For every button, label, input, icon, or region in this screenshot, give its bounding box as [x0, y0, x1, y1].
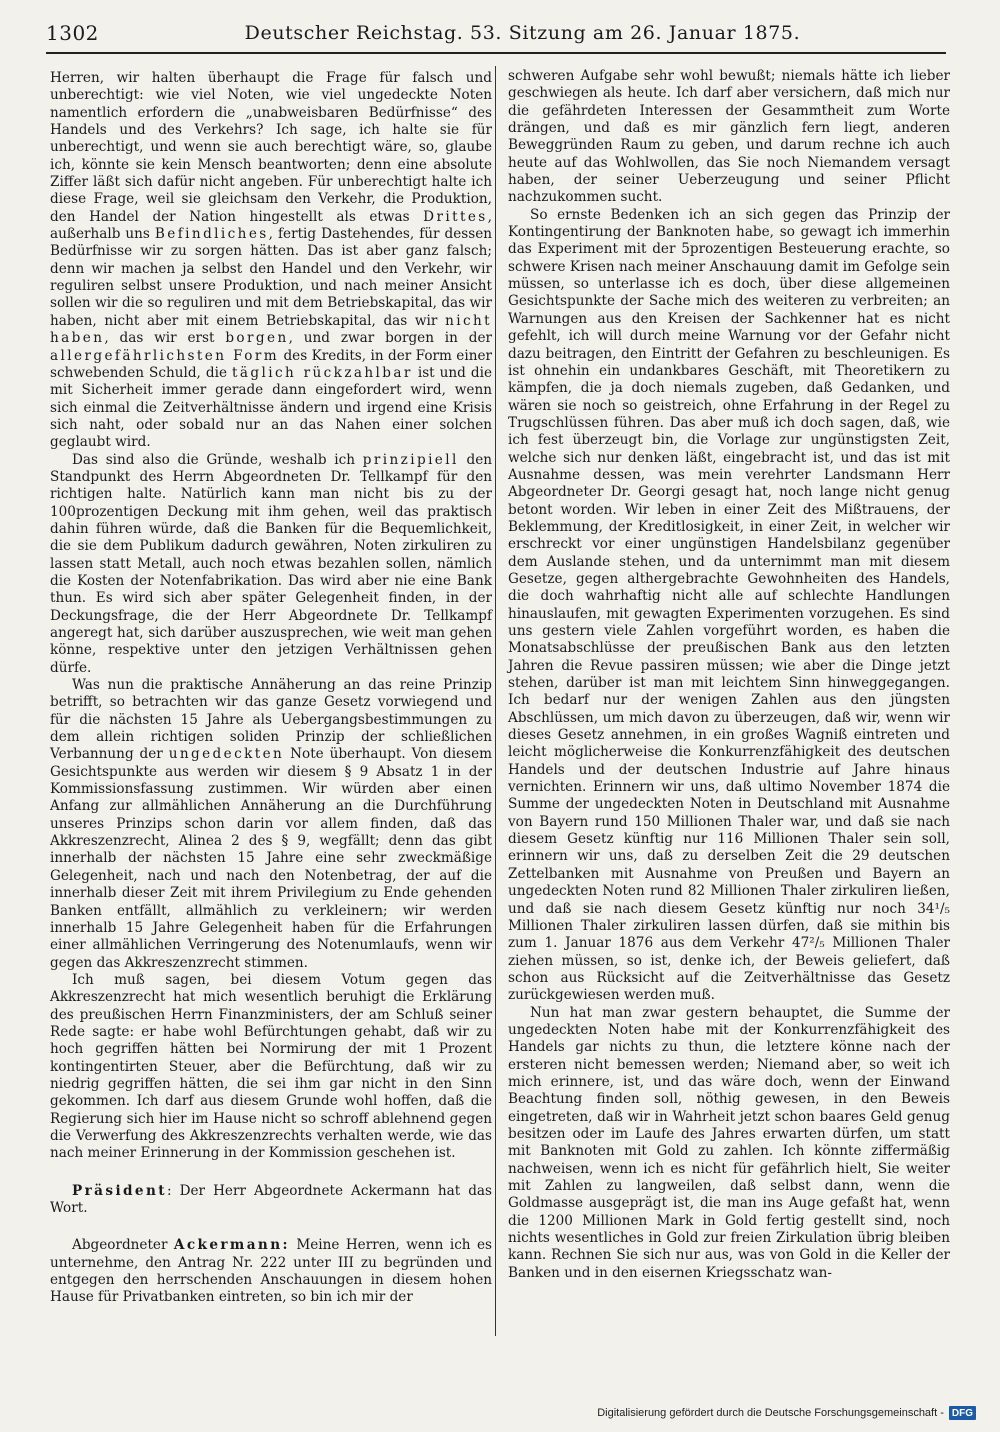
paragraph: So ernste Bedenken ich an sich gegen das Prinzip der Kontingentirung der Banknoten habe, so gewagt ich immerhin das Experiment mit der 5prozentigen Besteuerung erachte, so schwere Krisen nach meiner Anschauung damit im Gefolge sein müssen, so unterlasse ich es doch, über diese allgemeinen Gesichtspunkte der Sache mich des weiteren zu verbreiten; an Warnungen aus den Kreisen der Sachkenner hat es nicht gefehlt, ich will durch meine Warnung vor der Gefahr nicht dazu beitragen, den Eintritt der Gefahren zu beschleunigen. Es ist ohnehin ein undankbares Geschäft, mit Theoretikern zu kämpfen, die ja doch niemals zugeben, daß Gedanken, und wären sie noch so geistreich, ohne Erfahrung in der Regel zu Trugschlüssen führen. Das aber muß ich doch sagen, daß, wie ich fest überzeugt bin, die Vorlage zur ungünstigsten Zeit, welche sich nur denken läßt, eingebracht ist, und das ist mit Ausnahme dessen, was mein verehrter Landsmann Herr Abgeordneter Dr. Georgi gesagt hat, noch lange nicht genug betont worden. Wir leben in einer Zeit des Mißtrauens, der Beklemmung, der Kreditlosigkeit, in einer Zeit, in welcher wir erschreckt vor einer ungünstigen Handelsbilanz gegenüber dem Auslande stehen, und da unternimmt man mit diesem Gesetze, gegen althergebrachte Gewohnheiten des Handels, die doch wahrhaftig nicht alle auf schlechte Handlungen hinauslaufen, mit gewagten Experimenten vorzugehen. Es sind uns gestern viele Zahlen vorgeführt worden, es haben die Monatsabschlüsse der preußischen Bank aus den letzten Jahren die Revue passiren müssen; wie aber die Dinge jetzt stehen, darüber ist man mit leichtem Sinn hinweggegangen. Ich bedarf nur der wenigen Zahlen aus den jüngsten Abschlüssen, um mich davon zu überzeugen, daß wir, wenn wir dieses Gesetz annehmen, in ein großes Wagniß eintreten und leicht möglicherweise die Konkurrenzfähigkeit des deutschen Handels und der deutschen Industrie auf Jahre hinaus vernichten. Erinnern wir uns, daß ultimo November 1874 die Summe der ungedeckten Noten in Deutschland mit Ausnahme von Bayern rund 150 Millionen Thaler war, und daß sie nach diesem Gesetz künftig nur 116 Millionen Thaler sein soll, erinnern wir uns, daß zu derselben Zeit die 29 deutschen Zettelbanken mit Ausnahme von Preußen und Bayern an ungedeckten Noten rund 82 Millionen Thaler zirkuliren ließen, und daß sie nach diesem Gesetz künftig nur noch 34¹/₅ Millionen Thaler zirkuliren lassen dürfen, daß sie mithin bis zum 1. Januar 1876 aus dem Verkehr 47²/₅ Millionen Thaler ziehen müssen, so ist, denke ich, der Beweis geliefert, daß schon aus Rücksicht auf die Zeitverhältnisse das Gesetz zurückgewiesen werden muß. [508, 206, 950, 1004]
speaker-name: Ackermann: [173, 1237, 290, 1254]
spacer [50, 1217, 492, 1237]
dfg-logo: DFG [949, 1406, 976, 1420]
spacer [50, 1163, 492, 1183]
paragraph: Das sind also die Gründe, weshalb ich prinzipiell den Standpunkt des Herrn Abgeordneten Dr. Tellkampf für den richtigen halte. Natürlich kann man nicht bis zu der 100prozentigen Deckung mit ihm gehen, weil das praktisch dahin führen würde, daß die Banken für die Bequemlichkeit, die sie dem Publikum dadurch gewähren, Noten zirkuliren zu lassen statt Metall, auch noch etwas bezahlen sollen, nämlich die Kosten der Notenfabrikation. Das wird aber nie eine Bank thun. Es wird sich aber später Gelegenheit finden, in der Deckungsfrage, die der Herr Abgeordnete Dr. Tellkampf angeregt hat, sich darüber auszusprechen, wie weit man gehen könne, respektive unter den jetzigen Verhältnissen gehen dürfe. [50, 451, 493, 676]
paragraph: Herren, wir halten überhaupt die Frage für falsch und unberechtigt: wie viel Noten, wie viel ungedeckte Noten namentlich erfordern die „unabweisbaren Bedürfnisse“ des Handels und des Verkehrs? Ich sage, ich halte sie für unberechtigt, und wenn sie auch berechtigt wäre, so, glaube ich, könnte sie kein Mensch beantworten; denn eine absolute Ziffer läßt sich dafür nicht angeben. Für unberechtigt halte ich diese Frage, weil sie gleichsam den Verkehr, die Produktion, den Handel der Nation hingestellt als etwas Drittes, außerhalb uns Befindliches, fertig Dastehendes, für dessen Bedürfnisse wir zu sorgen hätten. Das ist aber ganz falsch; denn wir machen ja selbst den Handel und den Verkehr, wir reguliren selbst unsere Produktion, und nach meiner Ansicht sollen wir die so reguliren und mit dem Betriebskapital, das wir haben, nicht aber mit einem Betriebskapital, das wir nicht haben, das wir erst borgen, und zwar borgen in der allergefährlichsten Form des Kredits, in der Form einer schwebenden Schuld, die täglich rückzahlbar ist und die mit Sicherheit immer gerade dann eingefordert wird, wenn sich einmal die Zeitverhältnisse ändern und irgend eine Krisis sich naht, oder sobald nur an das Nahen einer solchen geglaubt wird. [50, 70, 493, 451]
president-statement: Präsident: Der Herr Abgeordnete Ackermann hat das Wort. [50, 1182, 492, 1216]
footer-credit: Digitalisierung gefördert durch die Deutsche Forschungsgemeinschaft - [597, 1407, 944, 1419]
page-number: 1302 [46, 21, 99, 45]
speaker-label: Präsident [72, 1182, 167, 1199]
header-rule [46, 52, 946, 54]
column-divider [495, 66, 496, 1336]
right-column [508, 68, 950, 1282]
page-header [46, 18, 946, 54]
digitization-footer [597, 1406, 976, 1420]
paragraph: Nun hat man zwar gestern behauptet, die Summe der ungedeckten Noten habe mit der Konkurrenzfähigkeit des Handels gar nichts zu thun, die letztere könne nach der ersteren nicht bemessen werden; Niemand aber, so weit ich mich erinnere, ist, und das wäre doch, wenn der Einwand Beachtung finden soll, nöthig gewesen, in den Beweis eingetreten, daß wir in Wahrheit jetzt schon baares Geld genug besitzen oder im Laufe des Jahres erwarten dürfen, um statt mit Banknoten mit Gold zu zahlen. Ich könnte ziffermäßig nachweisen, wenn ich es nicht für gefährlich hielt, Sie weiter mit Zahlen zu langweilen, daß selbst dann, wenn die Goldmasse ausgeprägt ist, die man ins Auge gefaßt hat, wenn die 1200 Millionen Mark in Gold fertig gestellt sind, noch nichts wesentliches in Gold zur freien Zirkulation übrig bleiben kann. Rechnen Sie sich nur aus, was von Gold in die Keller der Banken und in den eisernen Kriegsschatz wan- [508, 1004, 950, 1281]
running-title: Deutscher Reichstag. 53. Sitzung am 26. Januar 1875. [244, 22, 801, 44]
paragraph: Ich muß sagen, bei diesem Votum gegen das Akkreszenzrecht hat mich wesentlich beruhigt die Erklärung des preußischen Herrn Finanzministers, der am Schluß seiner Rede sagte: er habe wohl Befürchtungen gehabt, daß wir zu hoch gegriffen hätten bei Normirung der mit 1 Prozent kontingentirten Steuer, aber die Befürchtung, daß wir zu niedrig gegriffen hätten, die sei ihm gar nicht in den Sinn gekommen. Ich darf aus diesem Grunde wohl hoffen, daß die Regierung sich hier im Hause nicht so schroff ablehnend gegen die Verwerfung des Akkreszenzrechts verhalten werde, wie das nach meiner Erinnerung in der Kommission geschehen ist. [50, 971, 492, 1162]
paragraph: schweren Aufgabe sehr wohl bewußt; niemals hätte ich lieber geschwiegen als heute. Ich darf aber versichern, daß mich nur die gefährdeten Interessen der Gesammtheit zum Worte drängen, und daß es mir gänzlich fern liegt, anderen Beweggründen Raum zu geben, und darum rechne ich auch heute auf das Wohlwollen, das Sie noch Niemandem versagt haben, der seiner Ueberzeugung und seiner Pflicht nachzukommen sucht. [508, 68, 950, 206]
speech-opening: Abgeordneter Ackermann: Meine Herren, wenn ich es unternehme, den Antrag Nr. 222 unter III zu begründen und entgegen den herrschenden Anschauungen in diesem hohen Hause für Privatbanken eintreten, so bin ich mir der [50, 1237, 492, 1306]
paragraph: Was nun die praktische Annäherung an das reine Prinzip betrifft, so betrachten wir das ganze Gesetz vorwiegend und für die nächsten 15 Jahre als Uebergangsbestimmungen zu dem allein richtigen soliden Prinzip der schließlichen Verbannung der ungedeckten Note überhaupt. Von diesem Gesichtspunkte aus werden wir diesem § 9 Absatz 1 in der Kommissionsfassung zustimmen. Wir würden aber einen Anfang zur allmählichen Annäherung an die Durchführung unseres Prinzips schon darin vor allem finden, daß das Akkreszenzrecht, Alinea 2 des § 9, wegfällt; denn das gibt innerhalb der nächsten 15 Jahre eine sehr zweckmäßige Gelegenheit, nach und nach den Notenbetrag, der auf die innerhalb dieser Zeit mit ihrem Privilegium zu Ende gehenden Banken entfällt, allmählich zu verkleinern; wir werden innerhalb 15 Jahre Gelegenheit haben für die Erfahrungen einer allmählichen Verringerung des Notenumlaufs, wenn wir gegen das Akkreszenzrecht stimmen. [50, 677, 492, 971]
left-column [50, 70, 492, 1307]
